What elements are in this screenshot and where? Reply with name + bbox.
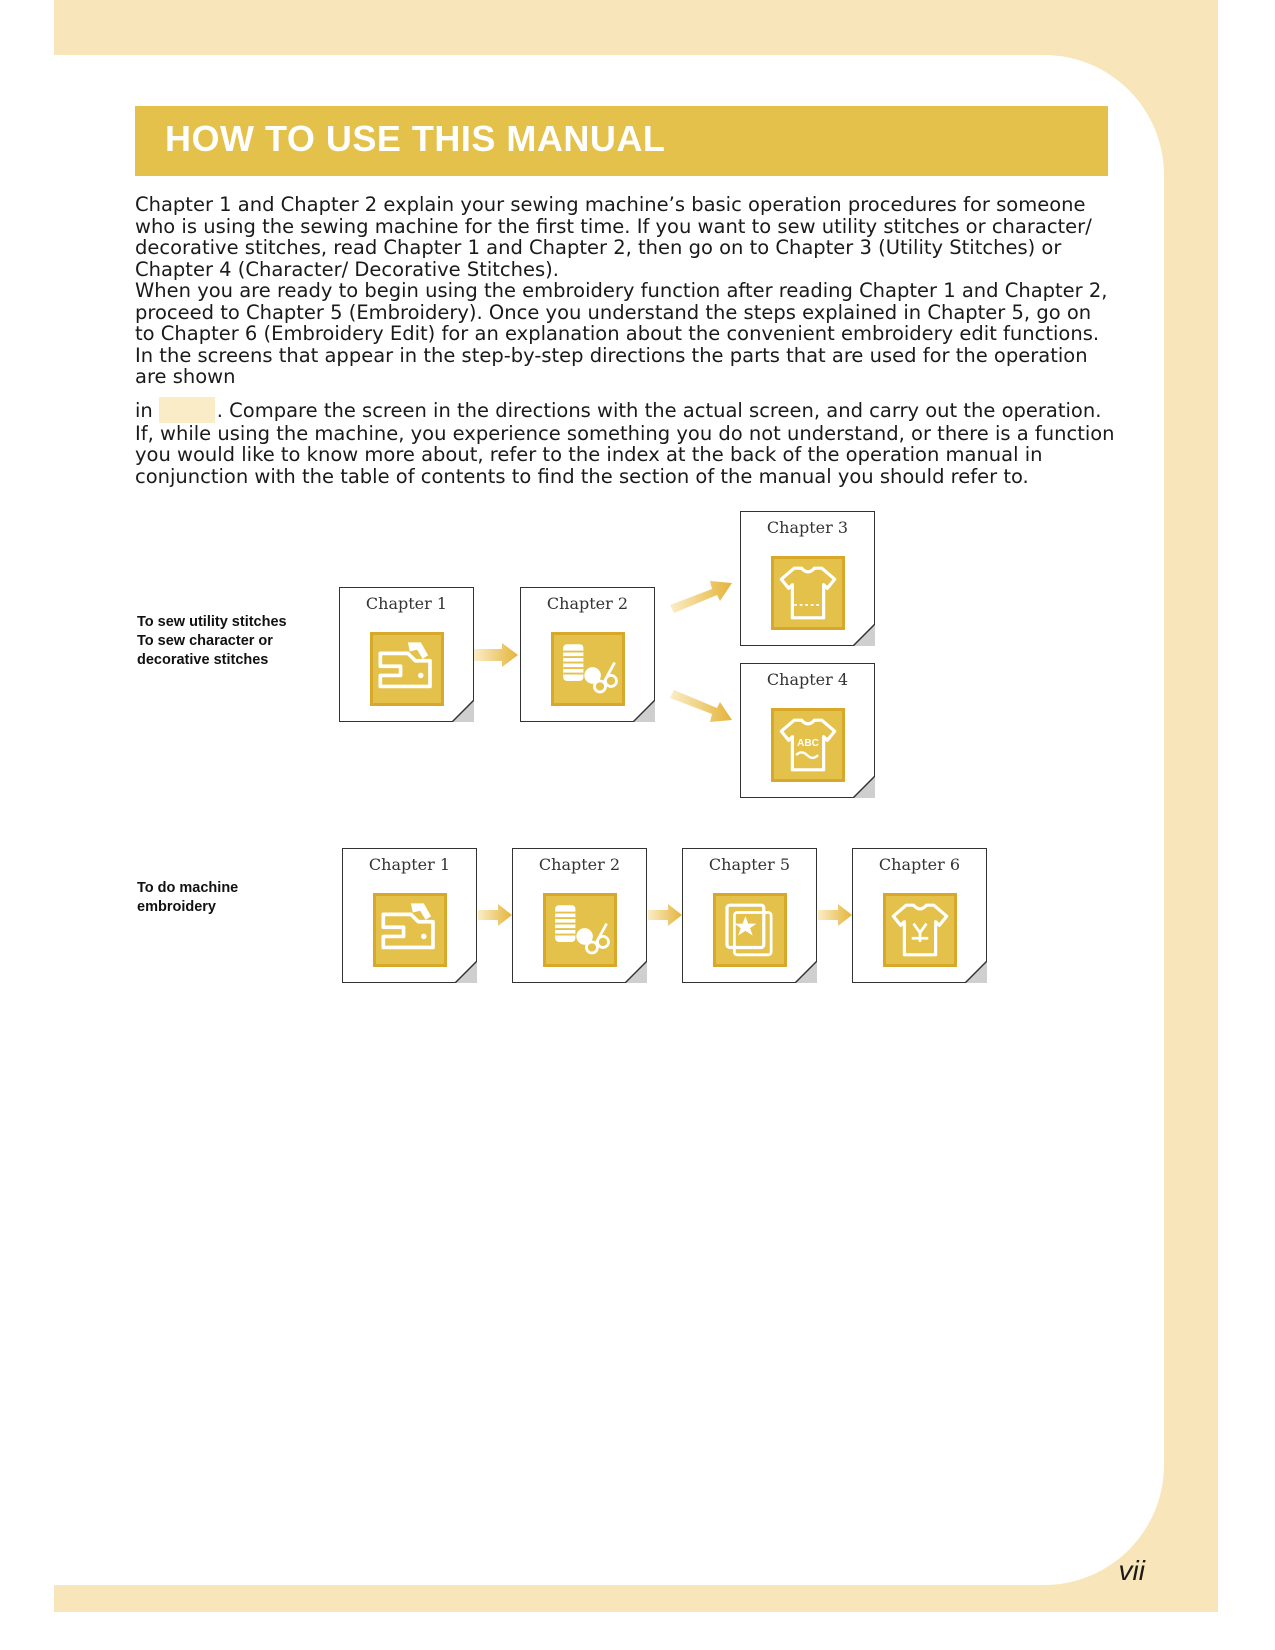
tshirt-utility-icon <box>771 556 845 630</box>
chapter-title: Chapter 6 <box>878 855 961 874</box>
flow2-label-line1: To do machine <box>137 880 239 896</box>
flow2-chapter-1-card <box>342 848 477 983</box>
embroidery-frame-icon <box>713 893 787 967</box>
flow2-label-line2: embroidery <box>137 899 216 915</box>
flow2-chapter-5-card <box>682 848 817 983</box>
section-title-bar <box>135 106 1108 176</box>
flow1-chapter-3-card <box>740 511 875 646</box>
flow1-arrow-up <box>670 575 732 613</box>
flow2-chapter-2-card <box>512 848 647 983</box>
thread-spools-scissors-icon <box>551 632 625 706</box>
intro-text <box>135 194 1115 487</box>
flow2-arrow-1 <box>478 902 512 928</box>
flow2-arrow-3 <box>818 902 852 928</box>
intro-paragraph-3: In the screens that appear in the step-by-step directions the parts that are used for the operation are shown <box>135 343 1088 388</box>
thread-spools-scissors-icon <box>543 893 617 967</box>
tshirt-character-icon <box>771 708 845 782</box>
flow1-label <box>137 613 287 670</box>
highlight-swatch <box>159 397 215 423</box>
flow1-chapter-1-card <box>339 587 474 722</box>
intro-paragraph-2: When you are ready to begin using the embroidery function after reading Chapter 1 and Chapter 2, proceed to Chapter 5 (Embroidery). Once you understand the steps explained in Chapter 5, go on to Chapter 6 (Embroidery Edit) for an explanation about the convenient embroidery edit functions. <box>135 279 1108 345</box>
chapter-title: Chapter 1 <box>365 594 448 613</box>
tshirt-embroidery-edit-icon <box>883 893 957 967</box>
chapter-title: Chapter 1 <box>368 855 451 874</box>
intro-paragraph-4 <box>135 397 1115 423</box>
flow2-chapter-6-card <box>852 848 987 983</box>
flow1-chapter-4-card <box>740 663 875 798</box>
chapter-title: Chapter 2 <box>538 855 621 874</box>
intro-paragraph-5: If, while using the machine, you experience something you do not understand, or there is a function you would like to know more about, refer to the index at the back of the operation manual in conjunction with the table of contents to find the section of the manual you should refer to. <box>135 421 1115 488</box>
flow1-label-line3: decorative stitches <box>137 652 269 668</box>
chapter-title: Chapter 2 <box>546 594 629 613</box>
flow2-label <box>137 879 238 917</box>
sewing-machine-icon <box>373 893 447 967</box>
flow1-label-line1: To sew utility stitches <box>137 614 287 630</box>
flow1-chapter-2-card <box>520 587 655 722</box>
chapter-title: Chapter 3 <box>766 518 849 537</box>
intro-paragraph-4-prefix: in <box>135 398 153 422</box>
page-number: vii <box>1118 1555 1145 1586</box>
abc-icon-text: ABC <box>797 737 819 749</box>
intro-paragraph-1: Chapter 1 and Chapter 2 explain your sewing machine’s basic operation procedures for someone who is using the sewing machine for the first time. If you want to sew utility stitches or character/ decorative stitches, read Chapter 1 and Chapter 2, then go on to Chapter 3 (Utility Stitches) or Chapter 4 (Character/ Decorative Stitches). <box>135 193 1092 281</box>
chapter-title: Chapter 4 <box>766 670 849 689</box>
flow1-arrow-1 <box>474 641 518 669</box>
flow2-arrow-2 <box>648 902 682 928</box>
flow1-arrow-down <box>670 690 732 728</box>
sewing-machine-icon <box>370 632 444 706</box>
chapter-title: Chapter 5 <box>708 855 791 874</box>
page-title: HOW TO USE THIS MANUAL <box>165 118 666 159</box>
flow1-label-line2: To sew character or <box>137 633 273 649</box>
intro-paragraph-4-suffix: . Compare the screen in the directions with the actual screen, and carry out the operation. <box>216 398 1102 422</box>
